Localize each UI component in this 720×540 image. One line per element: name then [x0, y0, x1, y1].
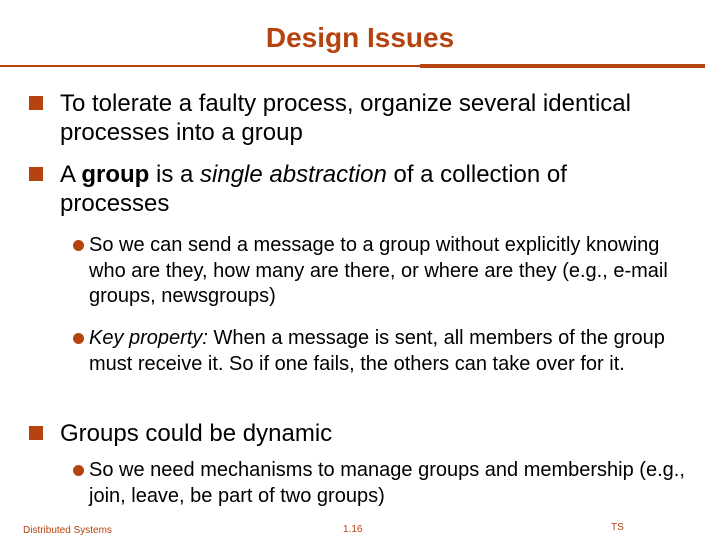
- sub-bullet-item: [89, 326, 689, 377]
- square-bullet-icon: [29, 426, 43, 440]
- bold-term: group: [81, 161, 150, 188]
- bullet-item: [60, 89, 640, 147]
- sub-bullet-text: So we can send a message to a group without explicitly knowing who are they, how many are there, or where are they (e.g., e-mail groups, newsgroups): [89, 234, 668, 307]
- title-underline-thin: [0, 65, 420, 67]
- footer-course: Distributed Systems: [23, 525, 112, 536]
- sub-bullet-item: [89, 233, 689, 310]
- square-bullet-icon: [29, 96, 43, 110]
- bullet-text: A group is a single abstraction of a collection of processes: [60, 161, 567, 217]
- footer-author: TS: [611, 522, 624, 533]
- bullet-item: [60, 160, 660, 218]
- square-bullet-icon: [29, 167, 43, 181]
- sub-bullet-text: Key property: When a message is sent, all members of the group must receive it. So if one fails, the others can take over for it.: [89, 327, 665, 375]
- sub-bullet-item: [89, 458, 689, 509]
- italic-term: single abstraction: [200, 161, 387, 188]
- slide-title: Design Issues: [265, 22, 455, 53]
- title-underline-thick: [420, 64, 705, 68]
- round-bullet-icon: [73, 333, 84, 344]
- round-bullet-icon: [73, 465, 84, 476]
- round-bullet-icon: [73, 240, 84, 251]
- italic-term: Key property:: [89, 327, 208, 349]
- footer-page-number: 1.16: [343, 524, 363, 535]
- sub-bullet-text: So we need mechanisms to manage groups and membership (e.g., join, leave, be part of two groups): [89, 459, 685, 507]
- bullet-item: [60, 419, 660, 448]
- bullet-text: Groups could be dynamic: [60, 420, 333, 447]
- bullet-text: To tolerate a faulty process, organize several identical processes into a group: [60, 90, 631, 146]
